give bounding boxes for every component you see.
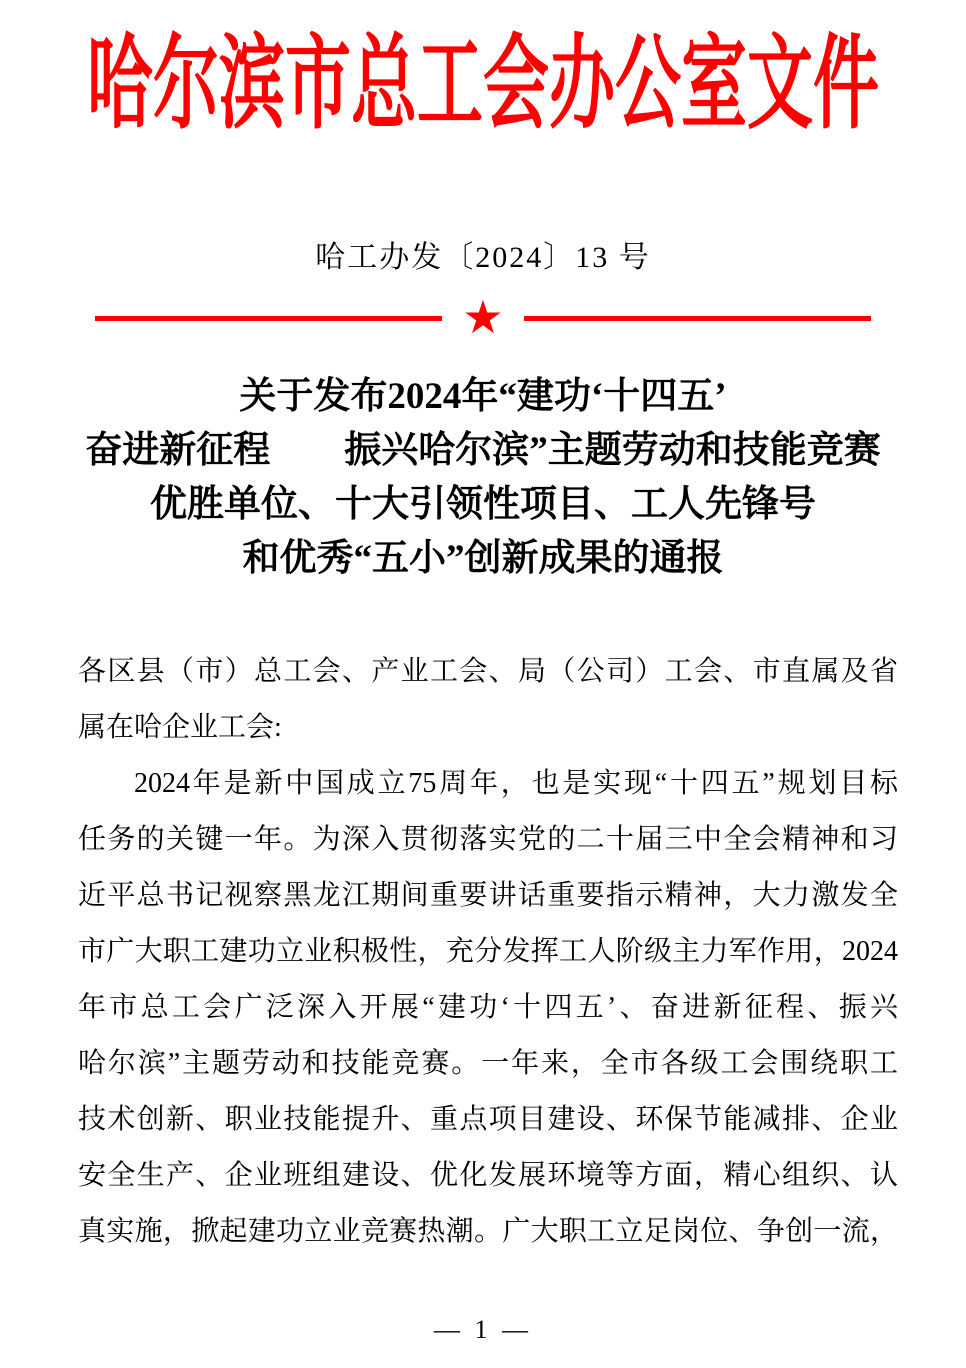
body-line: 安全生产、企业班组建设、优化发展环境等方面，精心组织、认 <box>78 1160 898 1191</box>
salutation-line: 各区县（市）总工会、产业工会、局（公司）工会、市直属及省 <box>78 656 898 687</box>
masthead <box>0 0 966 146</box>
page-number: — 1 — <box>434 1315 532 1344</box>
document-number: 哈工办发〔2024〕13 号 <box>315 241 651 274</box>
body-line: 哈尔滨”主题劳动和技能竞赛。一年来，全市各级工会围绕职工 <box>78 1048 898 1079</box>
body-line: 技术创新、职业技能提升、重点项目建设、环保节能减排、企业 <box>78 1104 898 1135</box>
star-icon: ★ <box>462 292 504 343</box>
body-line: 真实施，掀起建功立业竞赛热潮。广大职工立足岗位、争创一流， <box>78 1216 898 1247</box>
body-line: 2024年是新中国成立75周年，也是实现“十四五”规划目标 <box>134 768 898 799</box>
divider-line-left <box>95 316 442 321</box>
red-divider <box>0 292 966 343</box>
document-title <box>40 370 926 586</box>
document-body <box>0 644 966 1260</box>
masthead-title-text: 哈尔滨市总工会办公室文件 <box>87 28 879 142</box>
document-title-line: 关于发布2024年“建功‘十四五’ <box>239 376 727 417</box>
body-line: 年市总工会广泛深入开展“建功‘十四五’、奋进新征程、振兴 <box>78 992 898 1023</box>
body-line: 近平总书记视察黑龙江期间重要讲话重要指示精神，大力激发全 <box>78 880 898 911</box>
document-title-line: 优胜单位、十大引领性项目、工人先锋号 <box>150 484 816 525</box>
document-title-line: 奋进新征程 振兴哈尔滨”主题劳动和技能竞赛 <box>85 430 881 471</box>
divider-line-right <box>524 316 871 321</box>
body-line: 任务的关键一年。为深入贯彻落实党的二十届三中全会精神和习 <box>78 824 898 855</box>
salutation-line: 属在哈企业工会: <box>78 712 282 743</box>
body-line: 市广大职工建功立业积极性，充分发挥工人阶级主力军作用，2024 <box>78 936 898 967</box>
document-title-line: 和优秀“五小”创新成果的通报 <box>242 538 724 579</box>
